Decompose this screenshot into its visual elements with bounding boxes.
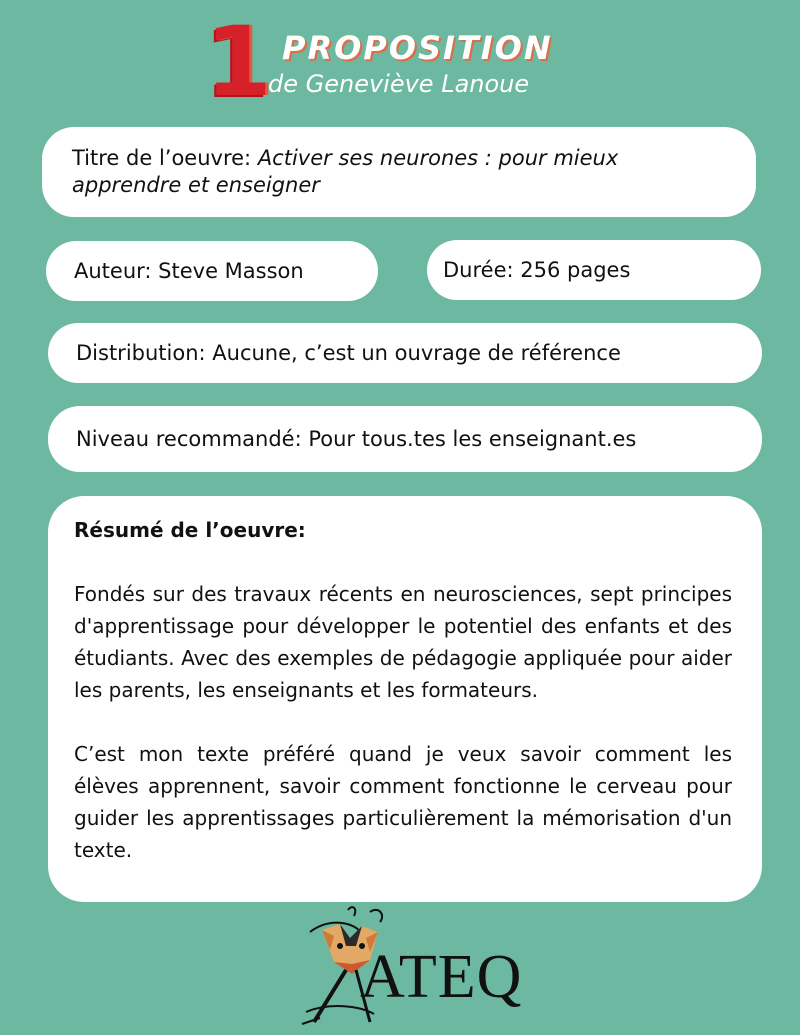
header xyxy=(0,0,800,120)
level-text: Niveau recommandé: Pour tous.tes les enseignant.es xyxy=(76,426,637,451)
work-title-text xyxy=(72,145,726,199)
level-card xyxy=(48,406,762,472)
distribution-card xyxy=(48,323,762,383)
distribution-text: Distribution: Aucune, c’est un ouvrage de référence xyxy=(76,340,621,365)
logo-text: ATEQ xyxy=(360,943,523,1011)
duration-card xyxy=(427,240,761,300)
work-title-value: Activer ses neurones : pour mieux apprendre et enseigner xyxy=(72,146,619,197)
work-title-card xyxy=(42,127,756,217)
author-card xyxy=(46,241,378,301)
summary-paragraph-1: Fondés sur des travaux récents en neurosciences, sept principes d'apprentissage pour développer le potentiel des enfants et des étudiants. Avec des exemples de pédagogie appliquée pour aider les parents, les enseignants et les formateurs. xyxy=(74,582,732,702)
ateq-logo xyxy=(300,902,530,1030)
author-text: Auteur: Steve Masson xyxy=(74,258,304,283)
proposition-author: de Geneviève Lanoue xyxy=(268,70,530,98)
work-title-label: Titre de l’oeuvre: xyxy=(72,146,258,170)
proposition-title: PROPOSITION xyxy=(282,29,553,67)
proposition-number: 1 xyxy=(205,6,270,118)
summary-paragraph-2: C’est mon texte préféré quand je veux savoir comment les élèves apprennent, savoir comment fonctionne le cerveau pour guider les apprentissages particulièrement la mémorisation d'un texte. xyxy=(74,742,732,862)
summary-heading: Résumé de l’oeuvre: xyxy=(74,518,306,542)
summary-card xyxy=(48,496,762,902)
duration-text: Durée: 256 pages xyxy=(443,257,631,282)
